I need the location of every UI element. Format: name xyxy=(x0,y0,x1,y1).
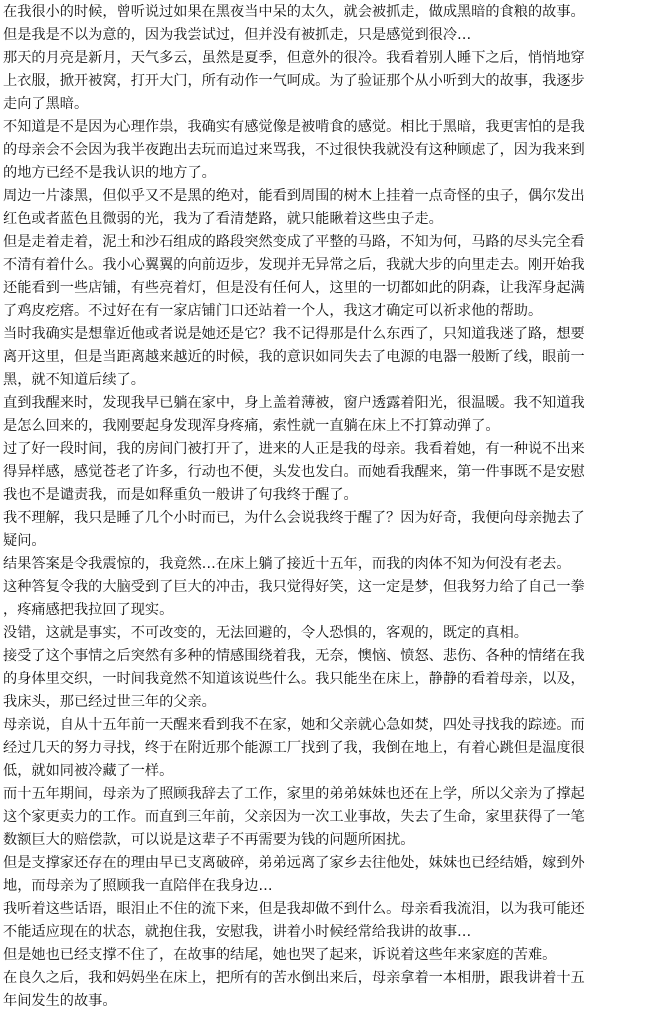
text-line-3: 那天的月亮是新月，天气多云，虽然是夏季，但意外的很冷。我看着别人睡下之后，悄悄地穿 xyxy=(3,50,585,66)
text-line-42: 但是她也已经支撑不住了，在故事的结尾，她也哭了起来，诉说着这些年来家庭的苦难。 xyxy=(3,947,557,963)
text-line-15: 当时我确实是想靠近他或者说是她还是它？我不记得那是什么东西了，只知道我迷了路，想要 xyxy=(3,326,585,342)
text-line-8: 的地方已经不是我认识的地方了。 xyxy=(3,165,216,181)
text-line-13: 还能看到一些店铺，有些亮着灯，但是没有任何人，这里的一切都如此的阴森，让我浑身起满 xyxy=(3,280,585,296)
text-line-31: 我床头，那已经过世三年的父亲。 xyxy=(3,694,216,710)
text-line-12: 不清有着什么。我小心翼翼的向前迈步，发现并无异常之后，我就大步的向里走去。刚开始我 xyxy=(3,257,585,273)
text-line-37: 数额巨大的赔偿款，可以说是这辈子不再需要为钱的问题所困扰。 xyxy=(3,832,415,848)
text-line-6: 不知道是不是因为心理作祟，我确实有感觉像是被啃食的感觉。相比于黑暗，我更害怕的是我 xyxy=(3,119,585,135)
text-line-38: 但是支撑家还存在的理由早已支离破碎，弟弟远离了家乡去往他处，妹妹也已经结婚，嫁到外 xyxy=(3,855,585,871)
text-line-14: 了鸡皮疙瘩。不过好在有一家店铺门口还站着一个人，我这才确定可以祈求他的帮助。 xyxy=(3,303,543,319)
text-line-41: 不能适应现在的状态，就抱住我，安慰我，讲着小时候经常给我讲的故事… xyxy=(3,924,472,940)
text-line-33: 经过几天的努力寻找，终于在附近那个能源工厂找到了我，我倒在地上，有着心跳但是温度很 xyxy=(3,740,585,756)
text-line-39: 地，而母亲为了照顾我一直陪伴在我身边… xyxy=(3,878,273,894)
text-line-9: 周边一片漆黑，但似乎又不是黑的绝对，能看到周围的树木上挂着一点奇怪的虫子，偶尔发出 xyxy=(3,188,585,204)
text-line-5: 走向了黑暗。 xyxy=(3,96,89,112)
text-line-19: 是怎么回来的，我刚要起身发现浑身疼痛，索性就一直躺在床上不打算动弹了。 xyxy=(3,418,500,434)
text-line-22: 我也不是谴责我，而是如释重负一般讲了句我终于醒了。 xyxy=(3,487,358,503)
text-line-11: 但是走着走着，泥土和沙石组成的路段突然变成了平整的马路，不知为何，马路的尽头完全看 xyxy=(3,234,585,250)
text-line-30: 的身体里交织，一时间我竟然不知道该说些什么。我只能坐在床上，静静的看着母亲，以及， xyxy=(3,671,585,687)
text-line-26: 这种答复令我的大脑受到了巨大的冲击，我只觉得好笑，这一定是梦，但我努力给了自己一拳 xyxy=(3,579,585,595)
text-line-40: 我听着这些话语，眼泪止不住的流下来，但是我却做不到什么。母亲看我流泪，以为我可能还 xyxy=(3,901,585,917)
text-line-35: 而十五年期间，母亲为了照顾我辞去了工作，家里的弟弟妹妹也还在上学，所以父亲为了撑起 xyxy=(3,786,585,802)
text-line-4: 上衣服，掀开被窝，打开大门，所有动作一气呵成。为了验证那个从小听到大的故事，我逐步 xyxy=(3,73,585,89)
text-line-27: ，疼痛感把我拉回了现实。 xyxy=(3,602,174,618)
text-line-24: 疑问。 xyxy=(3,533,46,549)
text-line-29: 接受了这个事情之后突然有多种的情感围绕着我，无奈，懊恼、愤怒、悲伤、各种的情绪在我 xyxy=(3,648,585,664)
text-line-10: 红色或者蓝色且微弱的光，我为了看清楚路，就只能瞅着这些虫子走。 xyxy=(3,211,443,227)
text-line-20: 过了好一段时间，我的房间门被打开了，进来的人正是我的母亲。我看着她，有一种说不出来 xyxy=(3,441,585,457)
text-line-17: 黑，就不知道后续了。 xyxy=(3,372,145,388)
text-line-21: 得异样感，感觉苍老了许多，行动也不便，头发也发白。而她看我醒来，第一件事既不是安慰 xyxy=(3,464,585,480)
text-line-43: 在良久之后，我和妈妈坐在床上，把所有的苦水倒出来后，母亲拿着一本相册，跟我讲着十五 xyxy=(3,970,585,986)
text-line-7: 的母亲会不会因为我半夜跑出去玩而追过来骂我，不过很快我就没有这种顾虑了，因为我来到 xyxy=(3,142,585,158)
text-line-32: 母亲说，自从十五年前一天醒来看到我不在家，她和父亲就心急如焚，四处寻找我的踪迹。而 xyxy=(3,717,585,733)
text-line-16: 离开这里，但是当距离越来越近的时候，我的意识如同失去了电源的电器一般断了线，眼前一 xyxy=(3,349,585,365)
text-line-2: 但是我是不以为意的，因为我尝试过，但并没有被抓走，只是感觉到很冷… xyxy=(3,27,472,43)
text-line-1: 在我很小的时候，曾听说过如果在黑夜当中呆的太久，就会被抓走，做成黑暗的食粮的故事。 xyxy=(3,4,585,20)
text-line-28: 没错，这就是事实，不可改变的，无法回避的，令人恐惧的，客观的，既定的真相。 xyxy=(3,625,528,641)
text-line-18: 直到我醒来时，发现我早已躺在家中，身上盖着薄被，窗户透露着阳光，很温暖。我不知道我 xyxy=(3,395,585,411)
text-line-36: 这个家更卖力的工作。而直到三年前，父亲因为一次工业事故，失去了生命，家里获得了一笔 xyxy=(3,809,585,825)
text-line-23: 我不理解，我只是睡了几个小时而已，为什么会说我终于醒了？因为好奇，我便向母亲抛去了 xyxy=(3,510,585,526)
text-line-34: 低，就如同被冷藏了一样。 xyxy=(3,763,174,779)
text-line-44: 年间发生的故事。 xyxy=(3,993,117,1009)
text-line-25: 结果答案是令我震惊的，我竟然…在床上躺了接近十五年，而我的肉体不知为何没有老去。 xyxy=(3,556,571,572)
